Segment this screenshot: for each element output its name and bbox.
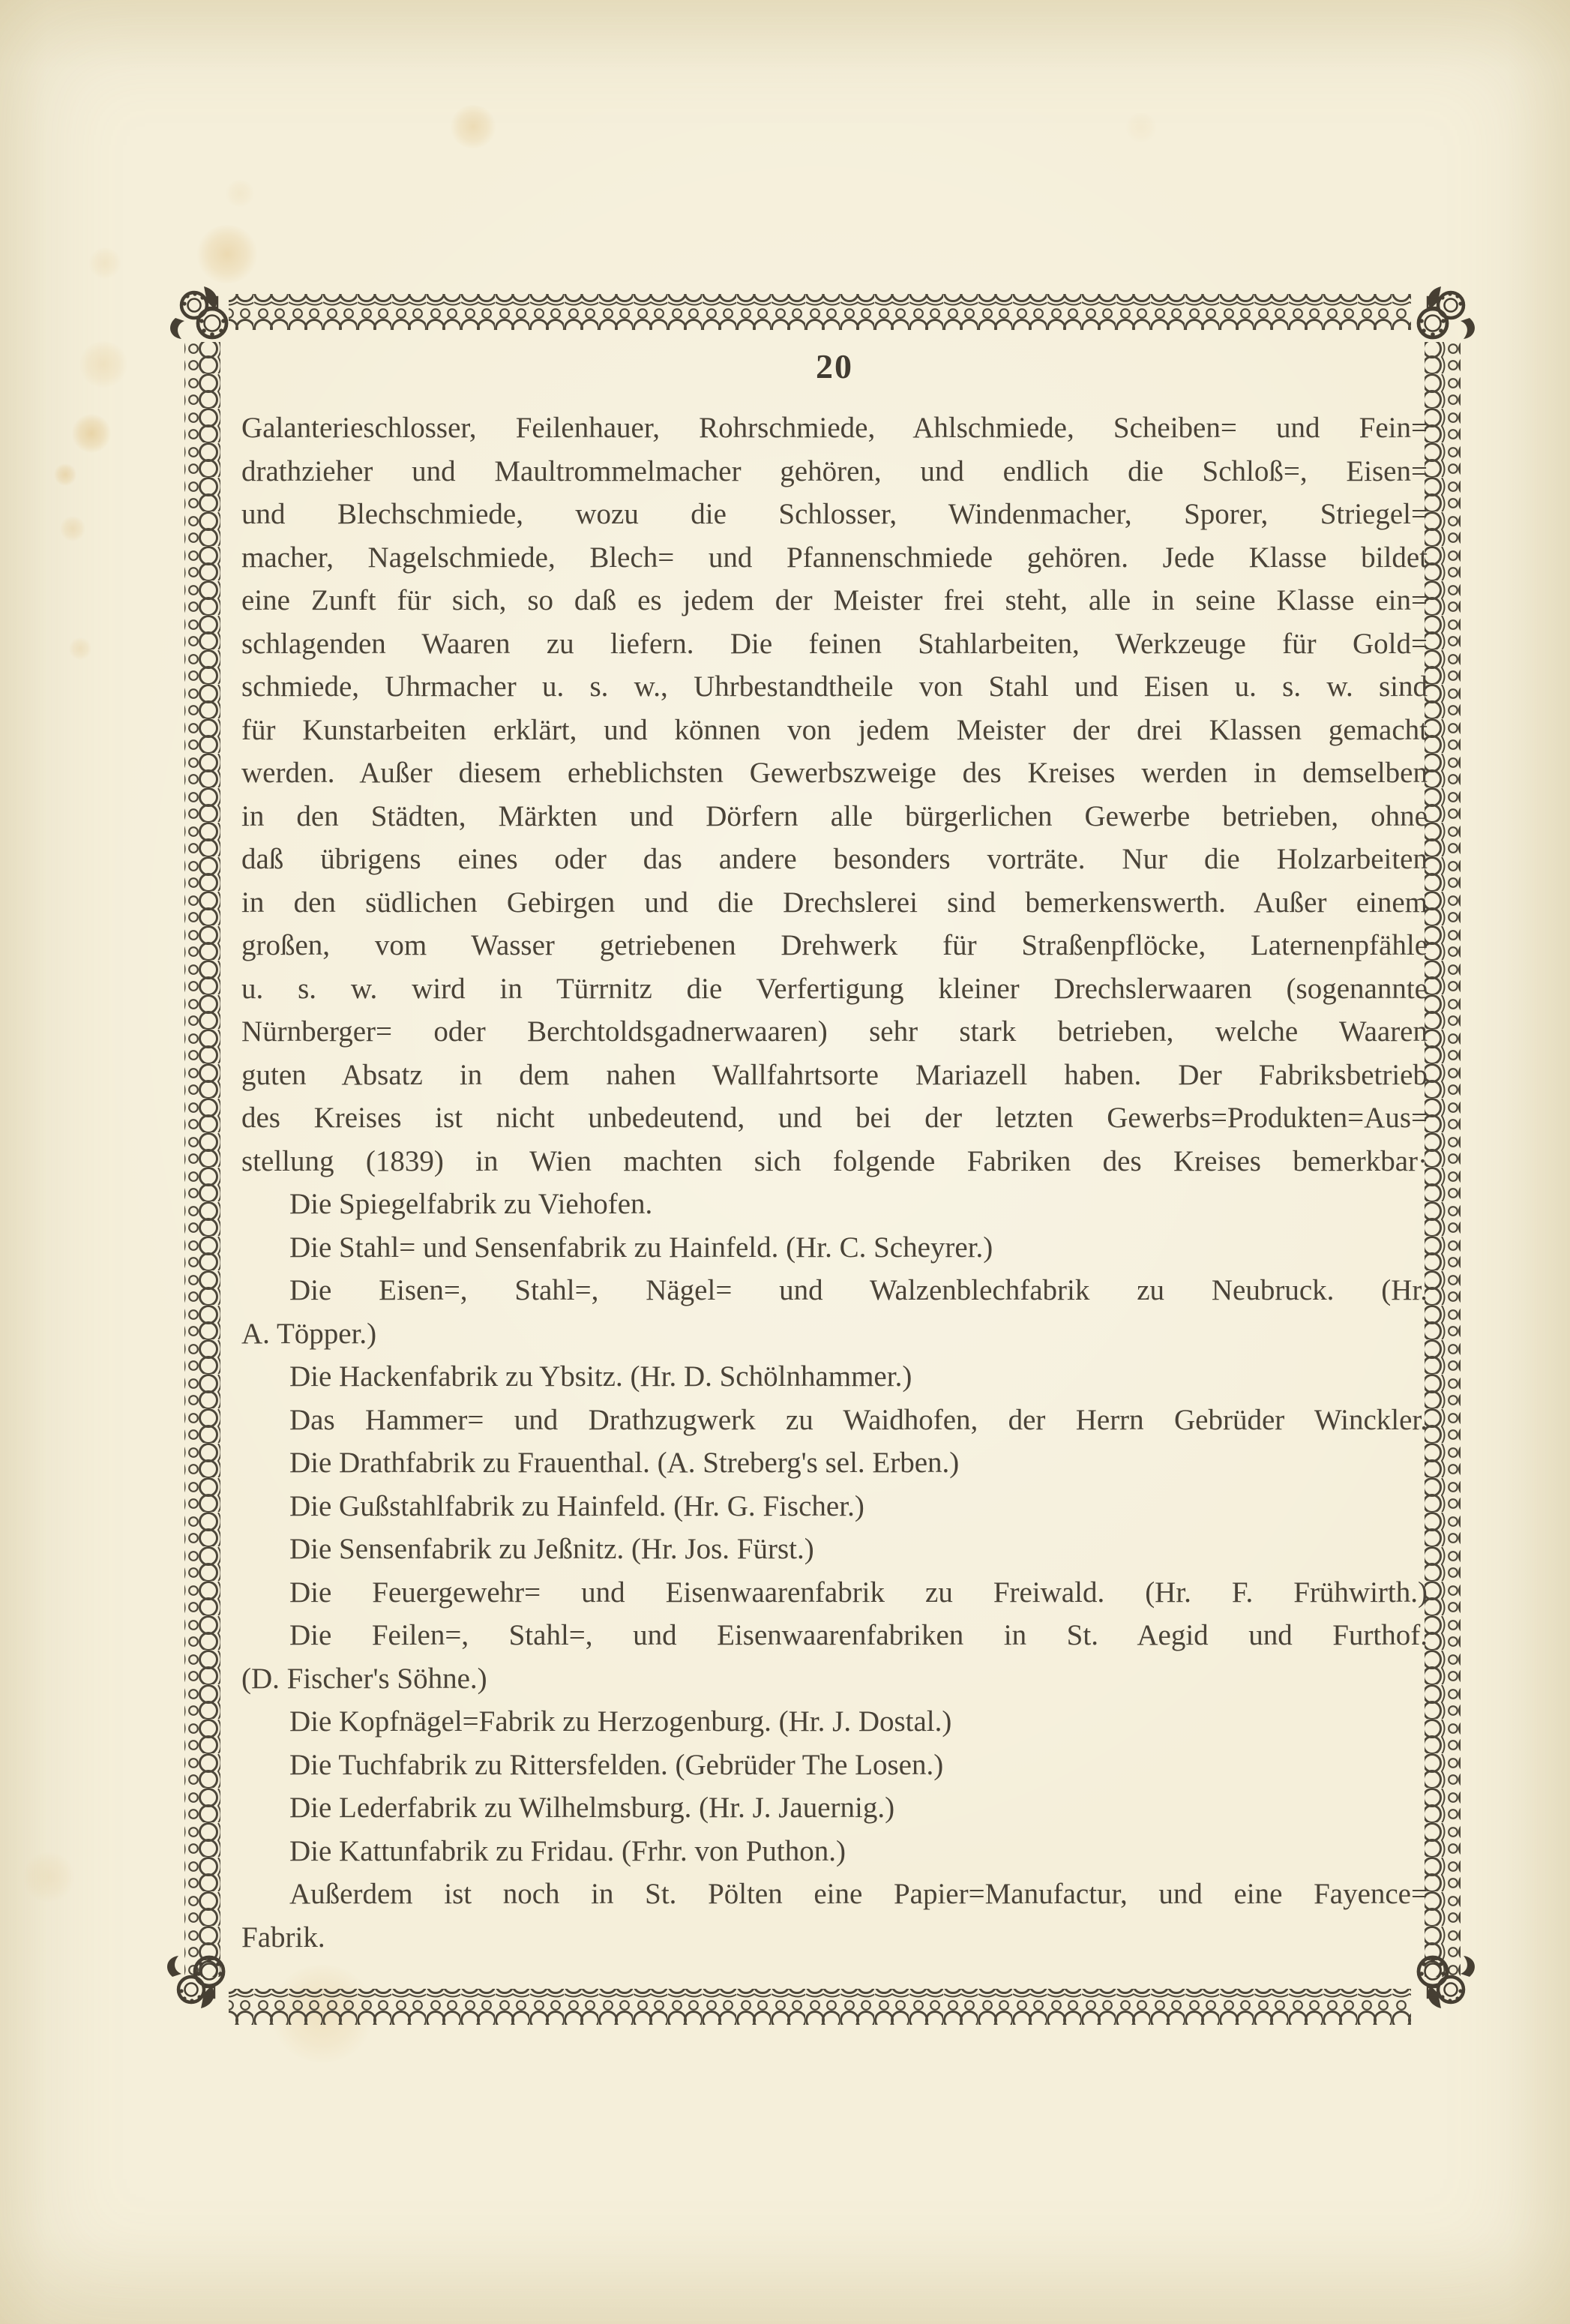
text-line: Die Gußstahlfabrik zu Hainfeld. (Hr. G. Fischer.) bbox=[289, 1489, 864, 1522]
paper-stain bbox=[88, 247, 121, 279]
text-line: in den Städten, Märkten und Dörfern alle bürgerlichen Gewerbe betrieben, ohne bbox=[241, 799, 1428, 832]
paper-stain bbox=[60, 516, 85, 541]
text-line: u. s. w. wird in Türrnitz die Verfertigung kleiner Drechslerwaaren (sogenannte bbox=[241, 972, 1428, 1005]
text-line: Die Feuergewehr= und Eisenwaarenfabrik zu Freiwald. (Hr. F. Frühwirth.) bbox=[289, 1576, 1428, 1609]
paper-stain bbox=[1125, 112, 1158, 142]
corner-flourish-top-right bbox=[1419, 286, 1475, 339]
text-line: des Kreises ist nicht unbedeutend, und bei der letzten Gewerbs=Produkten=Aus= bbox=[241, 1102, 1428, 1134]
text-line: Die Tuchfabrik zu Rittersfelden. (Gebrüder The Losen.) bbox=[289, 1748, 944, 1781]
text-line: für Kunstarbeiten erklärt, und können von jedem Meister der drei Klassen gemacht bbox=[241, 713, 1428, 746]
text-line: schmiede, Uhrmacher u. s. w., Uhrbestandtheile von Stahl und Eisen u. s. w. sind bbox=[241, 670, 1428, 703]
text-line: großen, vom Wasser getriebenen Drehwerk für Straßenpflöcke, Laternenpfähle bbox=[241, 929, 1428, 961]
paper-stain bbox=[72, 414, 111, 453]
text-line: (D. Fischer's Söhne.) bbox=[241, 1662, 487, 1695]
ornamental-border-left bbox=[184, 342, 220, 1977]
text-line: Die Kattunfabrik zu Fridau. (Frhr. von Puthon.) bbox=[289, 1834, 846, 1867]
text-line: Die Kopfnägel=Fabrik zu Herzogenburg. (Hr. J. Dostal.) bbox=[289, 1705, 952, 1738]
paper-stain bbox=[225, 180, 255, 207]
paper-stain bbox=[54, 463, 76, 486]
text-line: Nürnberger= oder Berchtoldsgadnerwaaren) sehr stark betrieben, welche Waaren bbox=[241, 1015, 1428, 1048]
text-line: stellung (1839) in Wien machten sich folgende Fabriken des Kreises bemerkbar· bbox=[241, 1144, 1428, 1177]
text-line: Die Sensenfabrik zu Jeßnitz. (Hr. Jos. Fürst.) bbox=[289, 1533, 814, 1565]
text-line: A. Töpper.) bbox=[241, 1317, 377, 1350]
text-line: Die Eisen=, Stahl=, Nägel= und Walzenblechfabrik zu Neubruck. (Hr. bbox=[289, 1274, 1428, 1306]
paper-stain bbox=[69, 637, 91, 660]
paper-stain bbox=[22, 1852, 75, 1902]
text-line: Die Hackenfabrik zu Ybsitz. (Hr. D. Schölnhammer.) bbox=[289, 1360, 912, 1393]
corner-flourish-top-left bbox=[170, 286, 226, 339]
text-line: Die Stahl= und Sensenfabrik zu Hainfeld. (Hr. C. Scheyrer.) bbox=[289, 1231, 993, 1264]
text-line: Die Drathfabrik zu Frauenthal. (A. Streberg's sel. Erben.) bbox=[289, 1447, 960, 1479]
text-line: Galanterieschlosser, Feilenhauer, Rohrschmiede, Ahlschmiede, Scheiben= und Fein= bbox=[241, 412, 1428, 444]
text-line: macher, Nagelschmiede, Blech= und Pfannenschmiede gehören. Jede Klasse bildet bbox=[241, 541, 1428, 574]
page-text bbox=[241, 406, 1428, 1959]
ornamental-border-right bbox=[1425, 342, 1461, 1977]
ornamental-border-bottom bbox=[229, 1989, 1411, 2025]
text-line: eine Zunft für sich, so daß es jedem der Meister frei steht, alle in seine Klasse ein= bbox=[241, 584, 1428, 616]
text-line: Die Spiegelfabrik zu Viehofen. bbox=[289, 1188, 653, 1220]
text-line: daß übrigens eines oder das andere besonders vorträte. Nur die Holzarbeiten bbox=[241, 843, 1428, 875]
text-line: Das Hammer= und Drathzugwerk zu Waidhofen, der Herrn Gebrüder Winckler. bbox=[289, 1403, 1428, 1436]
text-line: werden. Außer diesem erheblichsten Gewerbszweige des Kreises werden in demselben bbox=[241, 757, 1428, 789]
ornamental-border-top bbox=[229, 294, 1411, 330]
text-line: guten Absatz in dem nahen Wallfahrtsorte Mariazell haben. Der Fabriksbetrieb bbox=[241, 1058, 1428, 1091]
page-number: 20 bbox=[816, 347, 853, 385]
text-line: Die Feilen=, Stahl=, und Eisenwaarenfabriken in St. Aegid und Furthof. bbox=[289, 1619, 1428, 1651]
text-line: schlagenden Waaren zu liefern. Die feinen Stahlarbeiten, Werkzeuge für Gold= bbox=[241, 627, 1428, 660]
text-line: drathzieher und Maultrommelmacher gehören, und endlich die Schloß=, Eisen= bbox=[241, 454, 1428, 487]
paper-stain bbox=[79, 341, 128, 388]
text-line: und Blechschmiede, wozu die Schlosser, Windenmacher, Sporer, Striegel= bbox=[241, 498, 1428, 530]
text-line: Außerdem ist noch in St. Pölten eine Papier=Manufactur, und eine Fayence= bbox=[289, 1878, 1428, 1910]
paper-stain bbox=[450, 105, 496, 148]
text-line: Fabrik. bbox=[241, 1921, 325, 1954]
text-line: in den südlichen Gebirgen und die Drechslerei sind bemerkenswerth. Außer einem bbox=[241, 886, 1428, 919]
text-line: Die Lederfabrik zu Wilhelmsburg. (Hr. J. Jauernig.) bbox=[289, 1792, 895, 1824]
